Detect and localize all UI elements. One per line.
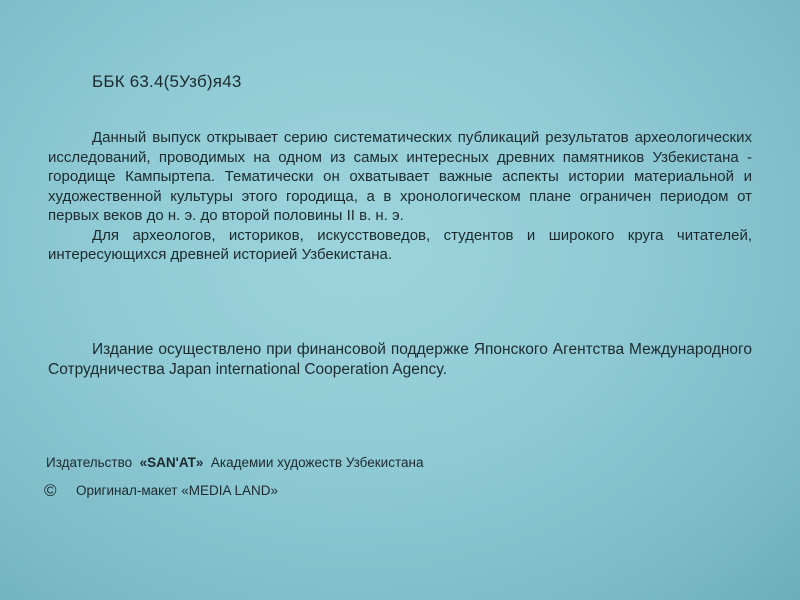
abstract-paragraph-1: Данный выпуск открывает серию систематических публикаций результатов археологических исследований, проводимых на одном из самых интересных древних памятников Узбекистана - городище Кампыртепа. Тематически он охватывает важные аспекты истории материальной и художественной культуры этого городища, а в хронологическом плане ограничен периодом от первых веков до н. э. до второй половины II в. н. э.	[48, 129, 752, 224]
layout-credit	[44, 481, 278, 501]
bbk-classification: ББК 63.4(5Узб)я43	[92, 72, 242, 91]
publisher-name: «SAN'AT»	[139, 455, 204, 470]
abstract	[48, 128, 752, 265]
copyright-icon: ©	[44, 481, 57, 500]
abstract-paragraph-2: Для археологов, историков, искусствоведов, студентов и широкого круга читателей, интересующихся древней историей Узбекистана.	[48, 226, 752, 263]
publisher-suffix: Академии художеств Узбекистана	[210, 455, 424, 470]
layout-credit-text: Оригинал-макет «MEDIA LAND»	[76, 483, 278, 498]
publisher-prefix: Издательство	[46, 455, 133, 470]
sponsorship-note: Издание осуществлено при финансовой поддержке Японского Агентства Международного Сотрудничества Japan international Cooperation Agency.	[48, 341, 752, 378]
publisher-line	[46, 455, 423, 470]
